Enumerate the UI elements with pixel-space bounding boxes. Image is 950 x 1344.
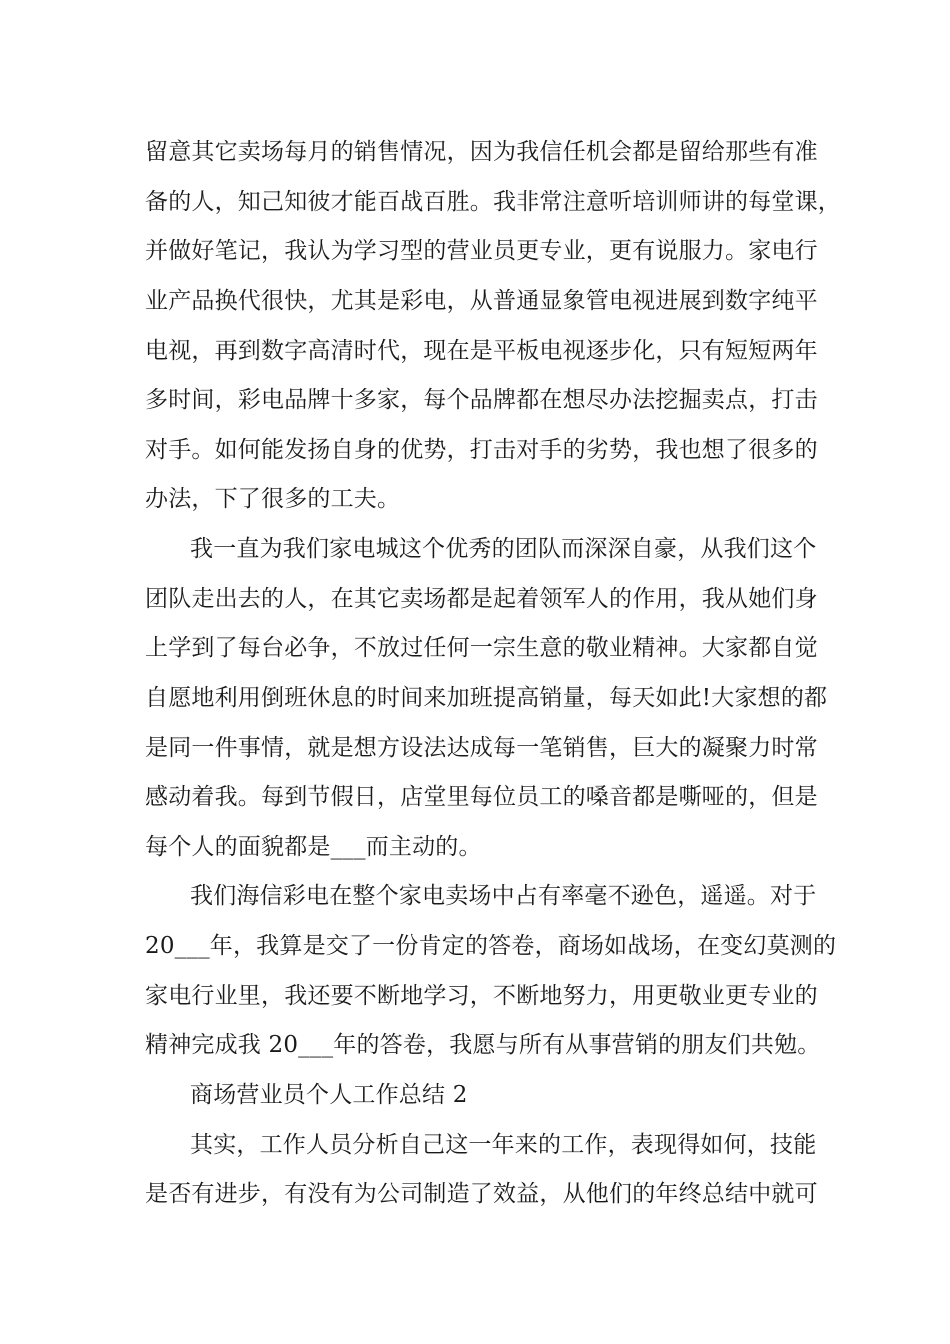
text-line: 是同一件事情，就是想方设法达成每一笔销售，巨大的凝聚力时常 (145, 735, 818, 761)
text-line: 上学到了每台必争，不放过任何一宗生意的敬业精神。大家都自觉 (145, 635, 818, 661)
text-line: 自愿地利用倒班休息的时间来加班提高销量，每天如此!大家想的都 (145, 685, 828, 711)
paragraph-first-line: 我一直为我们家电城这个优秀的团队而深深自豪，从我们这个 (190, 536, 817, 562)
text-line: 是否有进步，有没有为公司制造了效益，从他们的年终总结中就可 (145, 1181, 818, 1207)
text-line: 团队走出去的人，在其它卖场都是起着领军人的作用，我从她们身 (145, 586, 818, 612)
text-line: 每个人的面貌都是___而主动的。 (145, 834, 482, 860)
text-line: 办法，下了很多的工夫。 (145, 486, 401, 512)
text-line: 备的人，知己知彼才能百战百胜。我非常注意听培训师讲的每堂课， (145, 189, 841, 215)
text-line: 对手。如何能发扬自身的优势，打击对手的劣势，我也想了很多的 (145, 437, 818, 463)
paragraph-first-line: 其实，工作人员分析自己这一年来的工作，表现得如何，技能 (190, 1132, 817, 1158)
paragraph-first-line: 我们海信彩电在整个家电卖场中占有率毫不逊色，遥遥。对于 (190, 883, 817, 909)
text-line: 多时间，彩电品牌十多家，每个品牌都在想尽办法挖掘卖点，打击 (145, 387, 818, 413)
text-line: 家电行业里，我还要不断地学习，不断地努力，用更敬业更专业的 (145, 983, 818, 1009)
text-line: 精神完成我 20___年的答卷，我愿与所有从事营销的朋友们共勉。 (145, 1032, 821, 1058)
text-line: 电视，再到数字高清时代，现在是平板电视逐步化，只有短短两年 (145, 338, 818, 364)
text-line: 20___年，我算是交了一份肯定的答卷，商场如战场，在变幻莫测的 (145, 933, 837, 959)
text-line: 感动着我。每到节假日，店堂里每位员工的嗓音都是嘶哑的，但是 (145, 784, 818, 810)
text-line: 留意其它卖场每月的销售情况，因为我信任机会都是留给那些有准 (145, 139, 818, 165)
text-line: 并做好笔记，我认为学习型的营业员更专业，更有说服力。家电行 (145, 238, 818, 264)
text-line: 业产品换代很快，尤其是彩电，从普通显象管电视进展到数字纯平 (145, 288, 818, 314)
section-heading: 商场营业员个人工作总结 2 (190, 1082, 468, 1108)
